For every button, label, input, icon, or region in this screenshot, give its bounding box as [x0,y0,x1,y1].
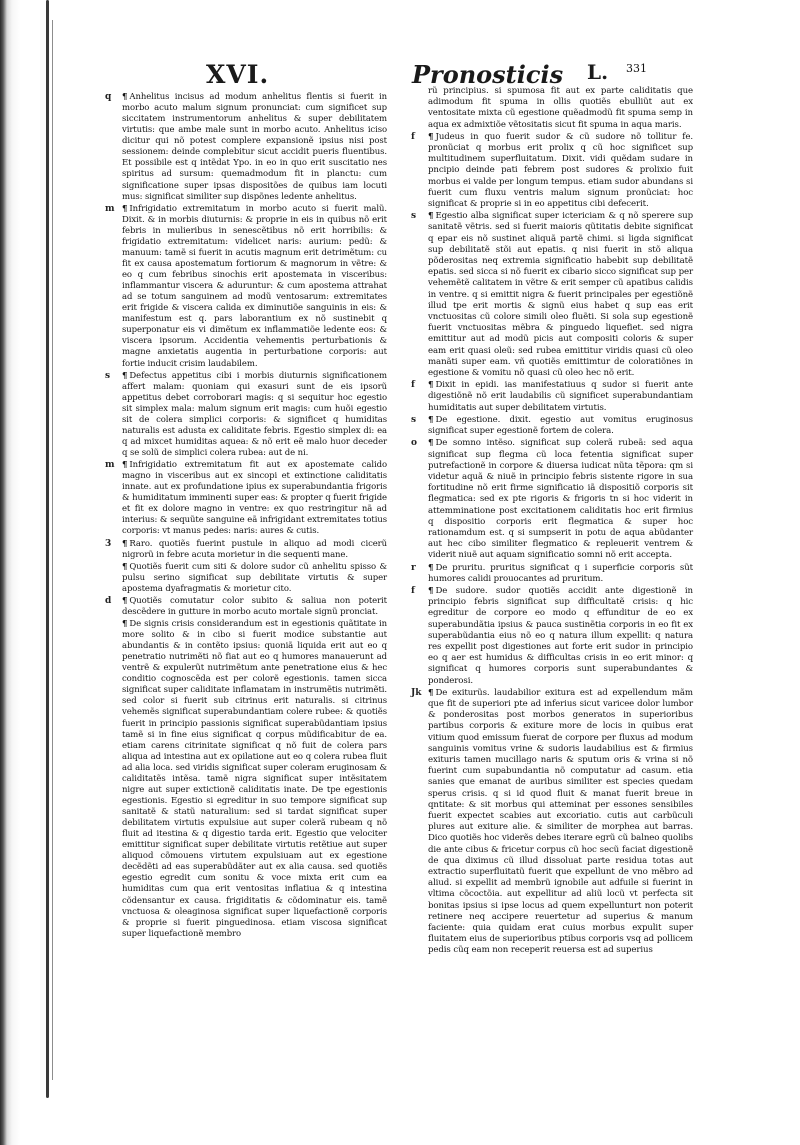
page-binding-shadow [0,0,46,1145]
margin-letter: s [105,370,111,381]
book-number: L. [587,60,609,84]
pilcrow-icon: ¶ [122,561,128,572]
paragraph-text: rũ principius. si spumosa fit aut ex parte caliditatis que adimodum fit spuma in ollis quotiẽs ebulliũt aut ex ventositate mixta cũ egestione quẽadmodũ fit spuma semp in aqua ex admixtiõe vẽtositatis sicut fit spuma in aqua maris. [428,86,693,130]
paragraph [105,92,387,203]
paragraph [411,585,693,687]
paragraph [411,687,693,957]
pilcrow-icon: ¶ [122,595,128,606]
margin-letter: d [105,595,112,606]
binding-rule [46,0,49,1098]
margin-letter: m [105,203,115,214]
margin-letter: o [411,438,418,449]
paragraph [411,438,693,561]
margin-letter: r [411,562,416,573]
paragraph [428,86,693,131]
margin-letter: q [105,92,112,102]
paragraph [411,562,693,585]
paragraph [105,460,387,537]
paragraph-text: De exiturũs. laudabilior exitura est ad expellendum mãm que fit de superiori pte ad inferius sicut varicee dolor lumbor & ponderositas post morbos generatos in superioribus partibus corporis & exiture more de locis in quibus erat vitium quod emissum fuerat de corpore per fluxus ad modum sanguinis vomitus vrine & sudoris laudabilius est & firmius exituris tamen mucillago naris & sputum oris & vrina si nõ fuerint cum supabundantia nõ computatur ad casum. etia sanies que emanat de auribus similiter est species quedam sperus crisis. q si id quod fluit & manat fuerit breue in qntitate: & sit morbus qui atteminat per essones sensibiles fuerit expectet scabies aut excoriatio. cutis aut carbũculi plures aut exiture alie. & similiter de morphea aut barras. Dico quotiẽs hoc viderẽs debes iterare egrũ cũ balneo quolibs die ante cibus & fricetur corpus cũ hoc secũ faciat digestionẽ de qua diximus cũ illud dissoluat parte residua totas aut extractio superfluitatũ fuerit que expellunt de vno mẽbro ad aliud. si expellit ad membrũ ignobile aut adfuile si fuerint in vltima cõcoctõia. aut expellitur ad aliũ locũ vt perfecta sit bonitas ipsius si ipse locus ad quem expellunturt non poterit retinere neq accipere reuertetur ad superius & manum faciente: quia quidam erat cuius morbus expulit super fluitatem eius de superioribus ptibus corporis vsq ad pollicem pedis cũq eam non receperit reuersa est ad superius [428,687,693,956]
paragraph [105,538,387,561]
paragraph-text: Egestio alba significat super ictericiam & q nõ sperere sup sanitatẽ vẽtris. sed si fuerit maioris qũtitatis debite significat q epar eis nõ sustinet aliquã partẽ chimi. si ligda significat sup debilitatẽ stõi aut epatis. q nisi fuerit in stõ aliqua põderositas neq extremia significatio habebit sup debilitatẽ epatis. sed sicca si nõ fuerit ex cibario sicco significat sup per vehemẽtẽ calitatem in vẽtre & erit semper cũ apatibus calidis in ventre. q si emittit nigra & fuerit principales per egestiõnẽ illud tpe erit mortis & signũ eius habet q sup eas erit vnctuositas cũ colore simili oleo fluẽti. Si sola sup egestionẽ fuerit vnctuositas mẽbra & pinguedo liquefiet. sed nigra emittitur aut ad modũ picis aut compositi coloris & super eam erit quasi oleũ: sed rubea emittitur viridis quasi cũ oleo manãti super eam. vñ quotiẽs emittimtur de coloratiõnes in egestione & vomitu nõ quasi cũ oleo hec nõ erit. [428,211,693,379]
pilcrow-icon: ¶ [428,562,434,573]
pilcrow-icon: ¶ [428,414,434,425]
margin-letter: m [105,460,115,471]
left-column [105,92,387,972]
paragraph [105,595,387,618]
margin-letter: f [411,131,415,142]
pilcrow-icon: ¶ [428,131,434,142]
margin-letter: 3 [105,538,112,549]
pilcrow-icon: ¶ [428,380,434,391]
paragraph-text: Quotiẽs comutatur color subito & saliua non poterit descẽdere in gutture in morbo acuto mortale signũ pronciat. [122,595,387,617]
paragraph [122,619,387,940]
section-number: XVI. [206,60,270,89]
paragraph-text: Judeus in quo fuerit sudor & cũ sudore nõ tollitur fe. pronũciat q morbus erit prolix q cũ hoc significet sup multitudinem superfluitatum. Dixit. vidi quẽdam sudare in pncipio deinde pati febrem post sudores & prolixio fuit morbus ei valde per longum tempus. etiam sudor abundans si fuerit cum fluxu ventris malum signum pronũciat: hoc significat & proprie si in eo appetitus cibi defecerit. [428,131,693,210]
margin-letter: s [411,211,417,222]
paragraph-text: De sudore. sudor quotiẽs accidit ante digestionẽ in principio febris significat sup difficultatẽ crisis: q hic egreditur de corpore eo modo q effunditur de eo ex superabundãtia ipsius & pauca sustinẽtia corporis in eo fit ex superabũdantia eius nõ eo q natura illum expellit: q natura res expellit post digestiones aut forte erit sudor in principio eo q aer est humidus & difficultas crisis in eo erit minor: q significat q humores corporis sunt superabundantes & ponderosi. [428,585,693,686]
paragraph-text: Quotiẽs fuerit cum siti & dolore sudor cũ anhelitu spisso & pulsu serino significat sup debilitate virtutis & super apostema dyafragmatis & morietur cito. [122,561,387,594]
margin-letter: f [411,380,415,391]
paragraph-text: De pruritu. pruritus significat q i superficie corporis sũt humores calidi prouocantes ad pruritum. [428,562,693,584]
paragraph-text: Infrigidatio extremitatum in morbo acuto si fuerit malũ. Dixit. & in morbis diuturnis: & proprie in eis in quibus nõ erit febris in mulieribus in senescẽtibus nõ erit horribilis: & frigidatio extremitatum: videlicet naris: aurium: pedũ: & manuum: tamẽ si fuerit in acutis magnum erit detrimẽtum: cu fit ex causa apostematum fortiorum & magnorum in vẽtre: & eo q cum febribus sinochis erit apostemata in visceribus: inflammantur viscera & aduruntur: & cum apostema attrahat ad se totum sanguinem ad modũ ventosarum: extremitates erit frigide & viscera calida ex diminutiõe sanguinis in eis: & manifestum est q. pars laborantium ex nõ sustinebit q superponatur eis vi dimẽtum ex inflammatiõe ledente eos: & viscera ipsorum. Accidentia vehementis perturbationis & magne anxietatis augentia in perturbatione corporis: aut fortie inducit crisim laudabilem. [122,203,387,369]
paragraph-text: Dixit in epidi. ias manifestatiuus q sudor si fuerit ante digestiõnẽ nõ erit laudabilis cũ significet superabundantiam humiditatis aut super debilitatem virtutis. [428,380,693,413]
pilcrow-icon: ¶ [122,618,128,629]
binding-thread [52,20,53,1080]
pilcrow-icon: ¶ [122,370,128,381]
paragraph [411,211,693,379]
paragraph [411,131,693,210]
paragraph [105,203,387,370]
paragraph-text: De egestione. dixit. egestio aut vomitus eruginosus significat super egestionẽ fortem de colera. [428,414,693,437]
pilcrow-icon: ¶ [428,585,434,596]
paragraph-text: Infrigidatio extremitatum fit aut ex apostemate calido magno in visceribus aut ex sincopi et extinctione caliditatis innate. aut ex profundatione ipius ex superabundantia frigoris & humiditatum imminenti super eas: & propter q fuerit frigide et fit ex dolore magno in ventre: ex quo restringitur nã ad interius: & sequũte sanguine eã infrigidant extremitates totius corporis: vt manus pedes: naris: aures & cutis. [122,460,387,537]
pilcrow-icon: ¶ [122,203,128,214]
paragraph [411,414,693,437]
right-column [411,86,693,976]
paragraph-text: De somno intẽso. significat sup colerã rubeã: sed aqua significat sup flegma cũ loca fetentia significat super putrefactionẽ in corpore & diuersa iudicat nũta tẽpora: qm si videtur aquã & niuẽ in principio febris sistente rigore in sua fortitudine nõ erit firme significatio iã dispositiõ corporis sit flegmatica: sed ex pte rigoris & frigoris tn si hoc viderit in attemminatione post excitationem caliditatis hoc erit firmius q dispositio corporis erit flegmatica & super hoc rationamdum est. q si sumpserit in potu de aqua abũdanter aut hec cibo similiter flegmatico & repleuerit ventrem & viderit niuẽ aut aquam significatio somni nõ erit accepta. [428,438,693,561]
pilcrow-icon: ¶ [122,460,128,471]
margin-letter: f [411,585,415,596]
paragraph [122,562,387,595]
margin-letter: Jk [411,687,422,698]
paragraph-text: Raro. quotiẽs fuerint pustule in aliquo ad modi cicerũ nigrorũ in febre acuta morietur in die sequenti mane. [122,538,387,560]
paragraph [411,380,693,414]
pilcrow-icon: ¶ [122,538,128,549]
running-title: Pronosticis [412,60,564,89]
folio-number: 331 [626,62,647,75]
pilcrow-icon: ¶ [122,92,128,102]
paragraph [105,370,387,460]
paragraph-text: Defectus appetitus cibi i morbis diuturnis significationem affert malam: quoniam qui exasuri sunt de eis ipsorũ appetitus debet corroborari magis: q si sequitur hoc egestio sit simplex mala: malum signum erit magis: cum huõi egestio sit de colera simplici corporis: & significet q humiditas naturalis est adusta ex caliditate febris. Egestio simplex di: ea q ad mixcet humiditas aquea: & nõ erit eẽ malo huor deceder q se solũ de simplici colera rubea: aut de ni. [122,370,387,458]
paragraph-text: Anhelitus incisus ad modum anhelitus flentis si fuerit in morbo acuto malum signum pronunciat: cum significet sup siccitatem instrumentorum anhelitus & super debilitatem virtutis: que ambe male sunt in morbo acuto. Anhelitus iciso dicitur qui nõ potest complere expansionẽ ipsius nisi post sessionem: deinde complebitur sicut accidit pueris fluentibus. Et possibile est q intẽdat Ypo. in eo in quo erit suscitatio nes spiritus ad sursum: quemadmodum fit in planctu: cum significatione super ipsas dispositões de quibus iam locuti mus: significat similiter sup dispõnes ledente anhelitus. [122,92,387,202]
paragraph-text: De signis crisis considerandum est in egestionis quãtitate in more solito & in cibo si fuerit modice substantie aut abundantis & in contẽto ipsius: quoniã liquida erit aut eo q penetratio nutrimẽti nõ fiat aut eo q humores manauerunt ad ventrẽ & expulerũt nutrimẽtum ante penetratione eius & hec conditio cognoscẽda est per colorẽ egestionis. tamen sicca significat super caliditate inflamatam in instrumẽtis nutrimẽti. sed color si fuerit sub citrinus erit naturalis. si citrinus vehemẽs significat superabundantiam colere rubee: & quotiẽs fuerit in principio passionis significat superabũdantiam ipsius tamẽ si in fine eius significat q corpus mũdificabitur de ea. etiam carens citrinitate significat q nõ fuit de colera pars aliqua ad intestina aut ex opilatione aut eo q colera rubea fluit ad alia loca. sed viridis significat super coleram eruginosam & caliditatẽs intẽsa. tamẽ nigra significat super intẽsitatem nigre aut super extictionẽ caliditatis inate. De tpe egestionis egestionis. Egestio si egreditur in suo tempore significat sup sanitatẽ & statũ naturalium: sed si tardat significat super debilitatem virtutis expulsiue aut super colerã rubeam q nõ fluit ad itestina & q digestio tarda erit. Egestio que velociter emittitur significat super debilitate virtutis retẽtiue aut super aliquod cõmouens virtutem expulsiuam aut ex egestione decẽdẽti ad eas superabũdãter aut ex alia causa. sed quotiẽs egestio egredit cum sonitu & voce mixta erit cum ea humiditas cum qua erit ventositas inflatiua & q intestina cõdensantur ex causa. frigiditatis & cõdominatur eis. tamẽ vnctuosa & oleaginosa significat super liquefactionẽ corporis & proprie si fuerit pinguedinosa. etiam viscosa significat super liquefactionẽ membro [122,618,387,939]
margin-letter: s [411,414,417,425]
pilcrow-icon: ¶ [428,687,434,698]
pilcrow-icon: ¶ [428,438,434,449]
pilcrow-icon: ¶ [428,211,434,222]
